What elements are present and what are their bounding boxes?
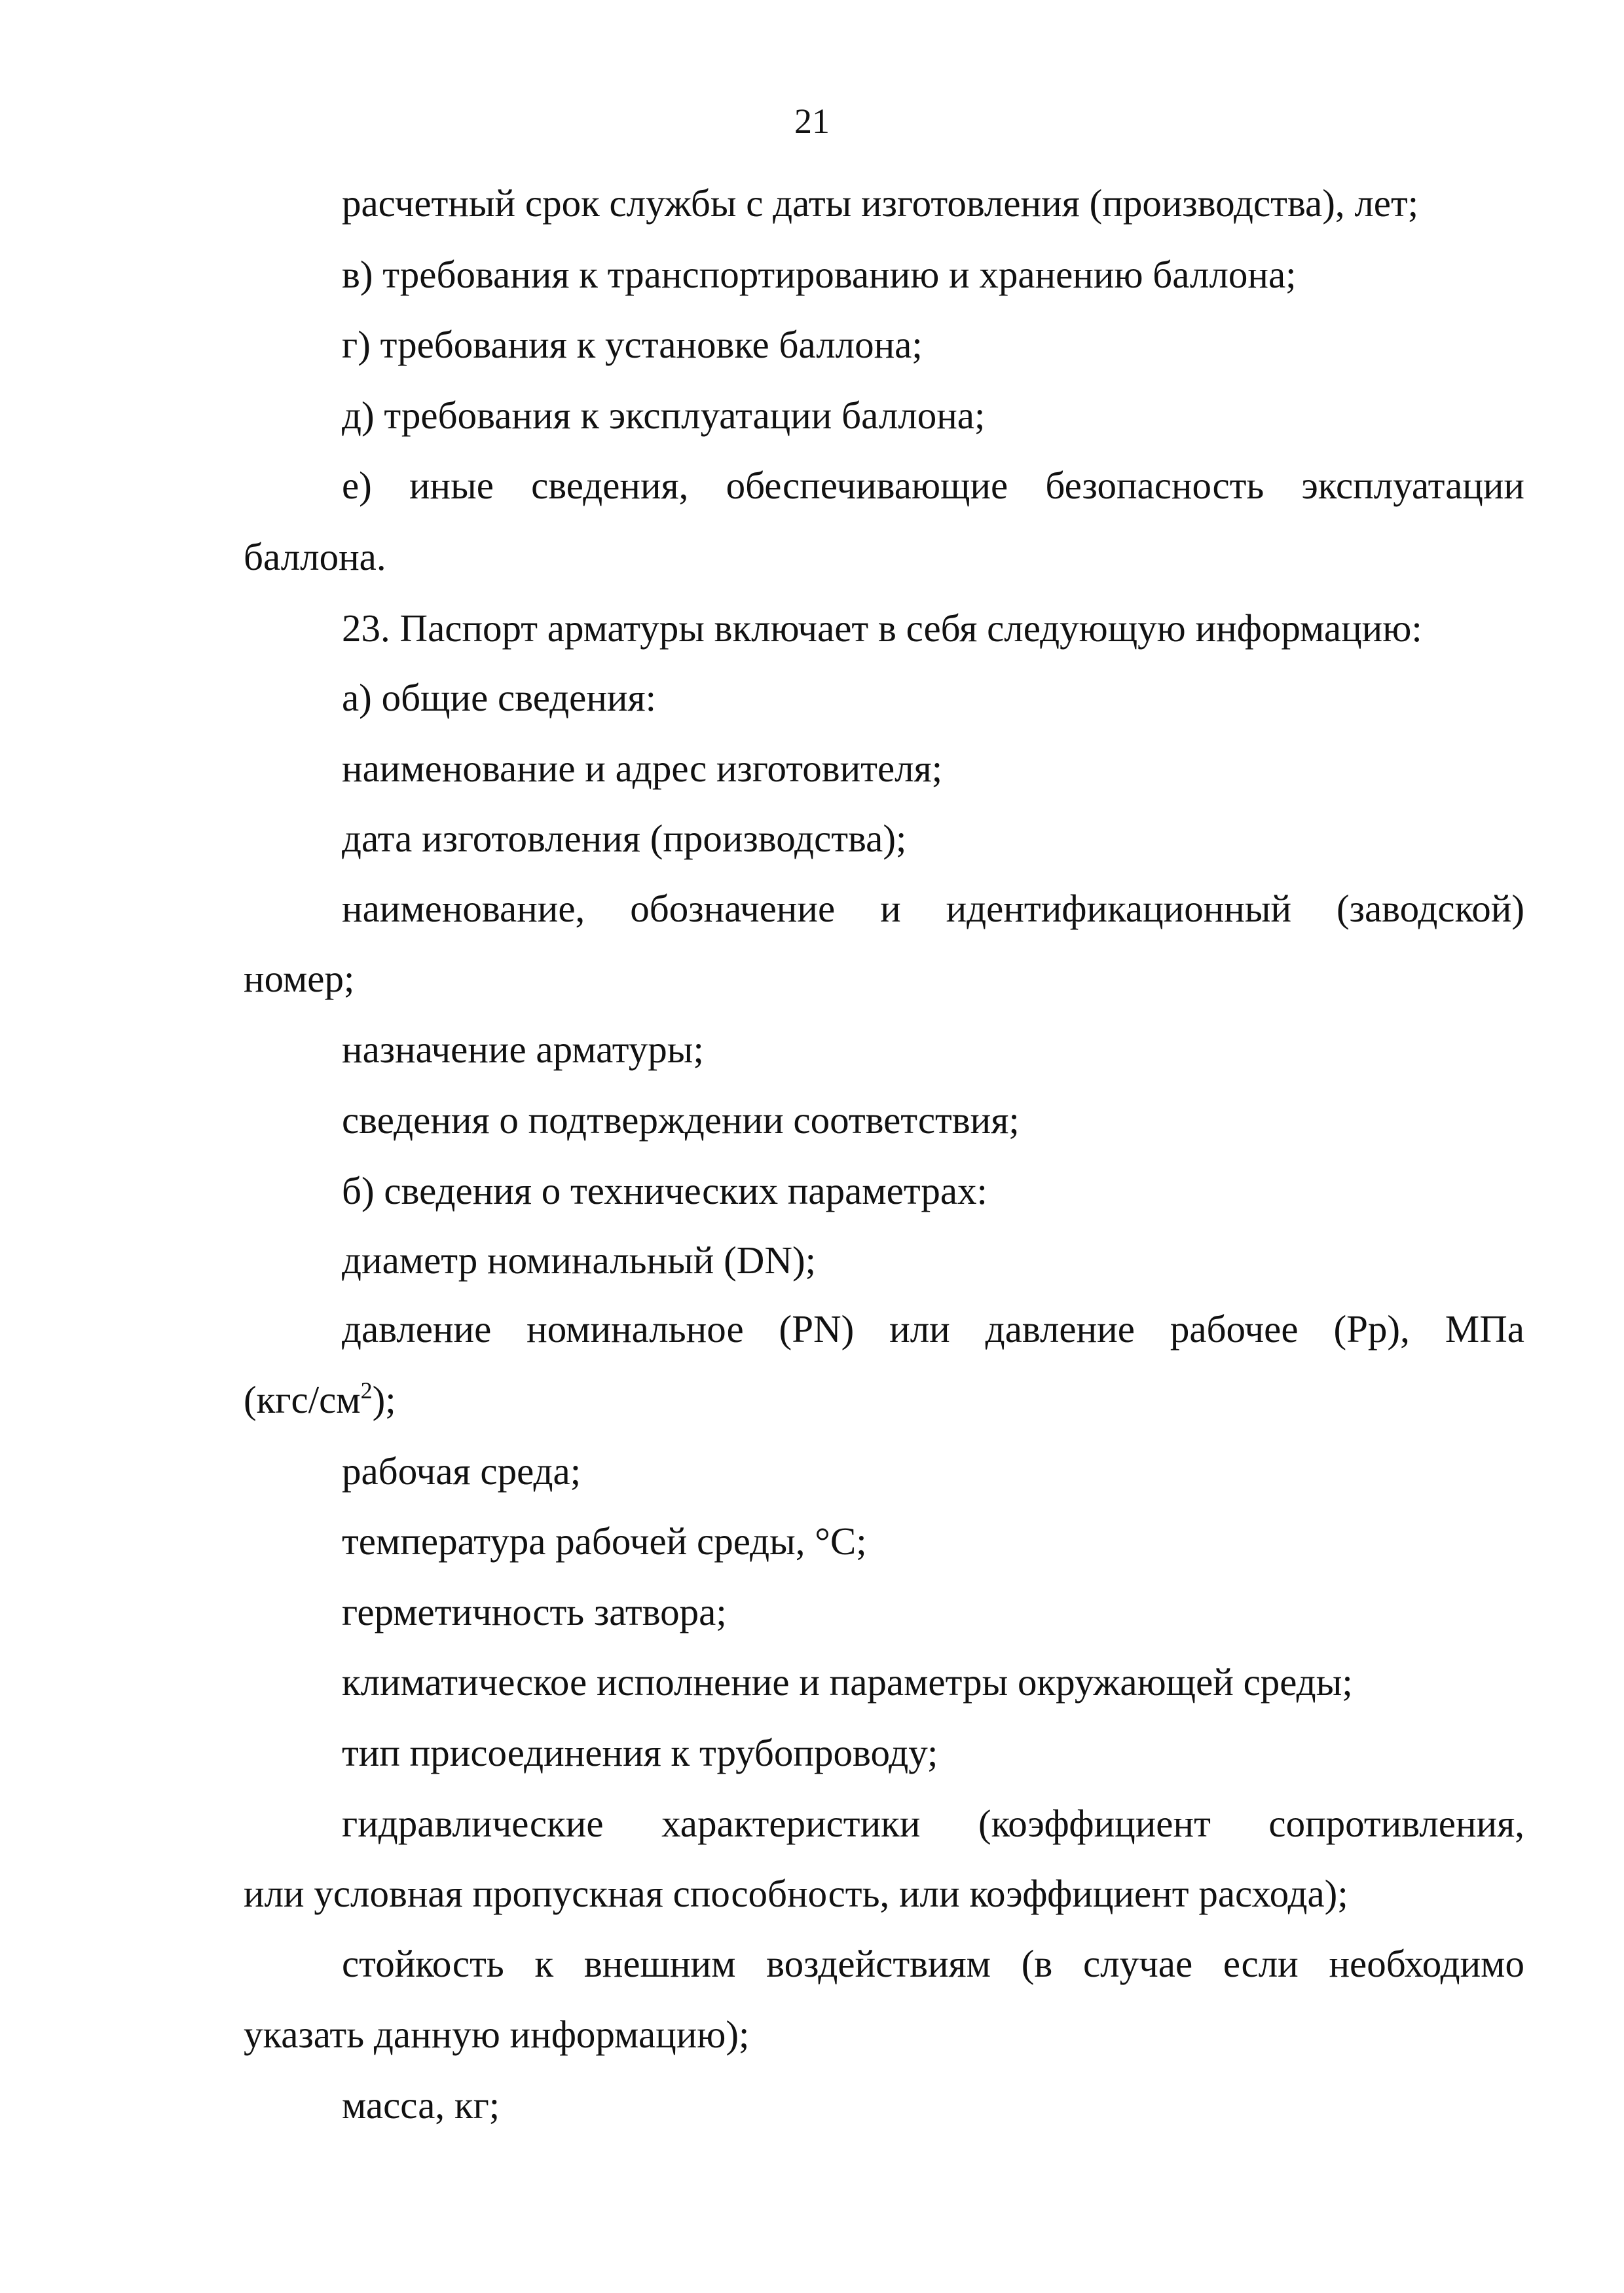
text-line: герметичность затвора; (342, 1590, 727, 1633)
text-line: наименование и адрес изготовителя; (342, 747, 943, 790)
text-line (244, 1374, 396, 1425)
text-line: б) сведения о технических параметрах: (342, 1169, 987, 1212)
text-line: 23. Паспорт арматуры включает в себя следующую информацию: (342, 606, 1422, 650)
text-line: расчетный срок службы с даты изготовления (производства), лет; (342, 181, 1419, 225)
text-line: назначение арматуры; (342, 1028, 704, 1071)
text-line: д) требования к эксплуатации баллона; (342, 394, 986, 437)
text-line: давление номинальное (PN) или давление рабочее (Pр), МПа (342, 1307, 1524, 1351)
text-line: дата изготовления (производства); (342, 817, 907, 860)
text-line: тип присоединения к трубопроводу; (342, 1731, 938, 1774)
text-line: рабочая среда; (342, 1449, 581, 1493)
text-line: а) общие сведения: (342, 676, 657, 719)
text-line: или условная пропускная способность, или коэффициент расхода); (244, 1872, 1348, 1915)
text-line: в) требования к транспортированию и хранению баллона; (342, 253, 1297, 296)
text-line: стойкость к внешним воздействиям (в случае если необходимо (342, 1942, 1524, 1985)
unit-text: (кгс/см (244, 1378, 361, 1421)
text-line: баллона. (244, 535, 386, 578)
text-line: климатическое исполнение и параметры окружающей среды; (342, 1660, 1353, 1704)
text-line: гидравлические характеристики (коэффициент сопротивления, (342, 1802, 1524, 1845)
text-line: наименование, обозначение и идентификационный (заводской) (342, 887, 1524, 930)
superscript: 2 (360, 1377, 373, 1404)
text-line: указать данную информацию); (244, 2013, 750, 2056)
text-line: сведения о подтверждении соответствия; (342, 1098, 1020, 1142)
text-line: е) иные сведения, обеспечивающие безопасность эксплуатации (342, 464, 1524, 507)
text-line: масса, кг; (342, 2083, 500, 2127)
text-line: г) требования к установке баллона; (342, 323, 923, 366)
text-line: диаметр номинальный (DN); (342, 1239, 816, 1282)
unit-text-end: ); (372, 1378, 396, 1421)
text-line: номер; (244, 957, 355, 1000)
text-line: температура рабочей среды, °С; (342, 1519, 867, 1563)
page-number: 21 (794, 102, 830, 141)
